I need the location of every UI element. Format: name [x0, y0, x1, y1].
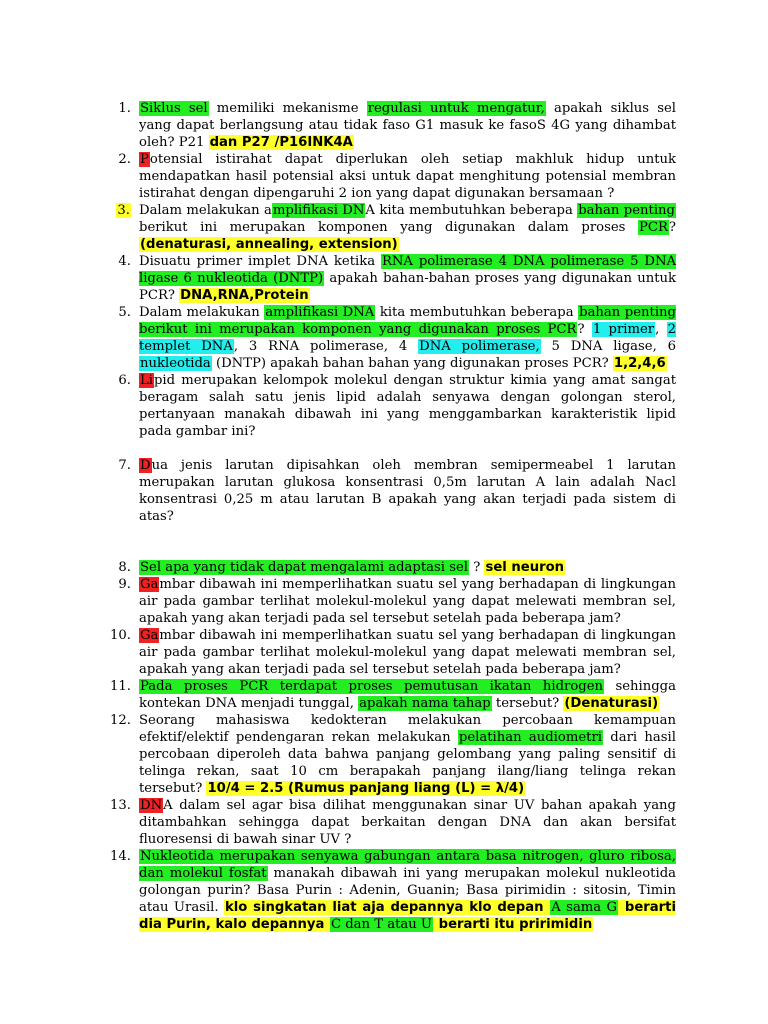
question-text: 5 DNA ligase, 6 — [540, 339, 677, 354]
highlight-yellow: (denaturasi, annealing, extension) — [140, 237, 398, 252]
question-text: tersebut? — [491, 696, 564, 711]
highlight-green: regulasi untuk mengatur, — [367, 101, 545, 116]
question-text: ? — [577, 322, 592, 337]
question-number: 3. — [117, 203, 130, 218]
highlight-green: amplifikasi DNA — [265, 305, 375, 320]
question-number: 13. — [110, 798, 131, 813]
question-item — [0, 151, 768, 202]
question-item — [0, 797, 768, 848]
highlight-green: pelatihan audiometri — [458, 730, 602, 745]
question-text: sehingga kontekan DNA menjadi tunggal, — [139, 679, 676, 711]
question-text: , 3 RNA polimerase, 4 — [233, 339, 419, 354]
question-item — [0, 712, 768, 797]
question-number: 5. — [118, 305, 131, 320]
question-number: 1. — [118, 101, 131, 116]
question-text: Seorang mahasiswa kedokteran melakukan percobaan kemampuan efektif/elektif pendengaran rekan melakukan — [139, 713, 676, 745]
highlight-red: P — [140, 152, 149, 167]
question-item — [0, 372, 768, 440]
question-text: mbar dibawah ini memperlihatkan suatu sel yang berhadapan di lingkungan air pada gambar terlihat molekul-molekul yang dapat melewati membran sel, apakah yang akan terjadi pada sel tersebut setelah pada beberapa jam? — [139, 628, 676, 677]
question-item — [0, 457, 768, 525]
highlight-red: Ga — [140, 628, 159, 643]
question-text: ua jenis larutan dipisahkan oleh membran semipermeabel 1 larutan merupakan larutan glukosa konsentrasi 0,5m larutan A lain adalah Nacl konsentrasi 0,25 m atau larutan B apakah yang akan terjadi pada sistem di atas? — [139, 458, 676, 524]
highlight-yellow: dan P27 /P16INK4A — [209, 135, 353, 150]
question-number: 11. — [110, 679, 131, 694]
question-item — [0, 559, 768, 576]
question-text: Dalam melakukan — [139, 305, 265, 320]
highlight-green: RNA polimerase 4 DNA polimerase 5 DNA ligase 6 nukleotida (DNTP) — [139, 254, 677, 286]
question-item — [0, 253, 768, 304]
highlight-green: Sel apa yang tidak dapat mengalami adaptasi sel — [140, 560, 468, 575]
question-text: ? — [469, 560, 485, 575]
highlight-green: bahan penting berikut ini merupakan komponen yang digunakan proses PCR — [139, 305, 676, 337]
question-number: 2. — [118, 152, 131, 167]
question-number: 10. — [110, 628, 131, 643]
question-item — [0, 304, 768, 372]
question-text: apakah bahan-bahan proses yang digunakan untuk PCR? — [139, 271, 676, 303]
highlight-green: Nukleotida merupakan senyawa gabungan antara basa nitrogen, gluro ribosa, dan molekul fosfat — [139, 849, 676, 881]
highlight-red: Li — [140, 373, 153, 388]
question-number: 8. — [118, 560, 131, 575]
question-text: memiliki mekanisme — [208, 101, 367, 116]
question-text: kita membutuhkan beberapa — [375, 305, 579, 320]
question-number: 4. — [118, 254, 131, 269]
question-text: manakah dibawah ini yang merupakan molekul nukleotida golongan purin? Basa Purin : Adenin, Guanin; Basa pirimidin : sitosin, Timin atau Urasil. — [139, 866, 677, 915]
highlight-cyan: 1 primer — [592, 322, 655, 337]
question-number: 9. — [118, 577, 131, 592]
highlight-green: PCR — [639, 220, 668, 235]
question-text: ? — [668, 220, 676, 235]
highlight-cyan: DNA polimerase, — [419, 339, 540, 354]
question-item — [0, 576, 768, 627]
question-text: A kita membutuhkan beberapa — [365, 203, 578, 218]
question-text: berikut ini merupakan komponen yang digunakan dalam proses — [139, 220, 639, 235]
highlight-cyan: nukleotida — [140, 356, 211, 371]
question-list — [0, 100, 768, 933]
question-text: A dalam sel agar bisa dilihat menggunakan sinar UV bahan apakah yang ditambahkan sehingga dapat berkaitan dengan DNA dan akan bersifat fluoresensi di bawah sinar UV ? — [139, 798, 676, 847]
question-text: otensial istirahat dapat diperlukan oleh setiap makhluk hidup untuk mendapatkan hasil potensial aksi untuk dapat menghitung potensial membran istirahat dengan dipengaruhi 2 ion yang dapat digunakan bersamaan ? — [139, 152, 676, 201]
question-text: pid merupakan kelompok molekul dengan struktur kimia yang amat sangat beragam salah satu jenis lipid adalah senyawa dengan golongan sterol, pertanyaan manakah dibawah ini yang menggambarkan karakteristik lipid pada gambar ini? — [139, 373, 676, 439]
question-number: 6. — [118, 373, 131, 388]
question-item — [0, 848, 768, 933]
highlight-green: apakah nama tahap — [359, 696, 491, 711]
question-item — [0, 100, 768, 151]
question-text: (DNTP) apakah bahan bahan yang digunakan proses PCR? — [211, 356, 613, 371]
question-item — [0, 627, 768, 678]
highlight-yellow: berarti dia Purin, kalo depannya — [139, 900, 676, 932]
question-number: 12. — [110, 713, 131, 728]
question-item — [0, 678, 768, 712]
highlight-green: mplifikasi DN — [272, 203, 365, 218]
highlight-green: C dan T atau U — [330, 917, 433, 932]
question-text: Dalam melakukan a — [139, 203, 272, 218]
highlight-green: Pada proses PCR terdapat proses pemutusan ikatan hidrogen — [140, 679, 603, 694]
highlight-yellow: sel neuron — [485, 560, 565, 575]
highlight-green: Siklus sel — [140, 101, 208, 116]
question-item — [0, 202, 768, 253]
highlight-red: Ga — [140, 577, 159, 592]
highlight-cyan: 2 templet DNA — [139, 322, 676, 354]
highlight-green: bahan penting — [578, 203, 675, 218]
question-text: , — [655, 322, 667, 337]
question-text: mbar dibawah ini memperlihatkan suatu sel yang berhadapan di lingkungan air pada gambar terlihat molekul-molekul yang dapat melewati membran sel, apakah yang akan terjadi pada sel tersebut setelah pada beberapa jam? — [139, 577, 676, 626]
highlight-yellow: berarti itu pririmidin — [434, 917, 593, 932]
question-text: apakah siklus sel yang dapat berlangsung atau tidak faso G1 masuk ke fasoS 4G yang dihambat oleh? P21 — [139, 101, 676, 150]
highlight-yellow: (Denaturasi) — [564, 696, 659, 711]
question-number: 7. — [118, 458, 131, 473]
question-text: dari hasil percobaan diperoleh data bahwa panjang gelombang yang paling sensitif di telinga rekan, saat 10 cm berapakah panjang ilang/liang telinga rekan tersebut? — [139, 730, 676, 796]
highlight-yellow: 10/4 = 2.5 (Rumus panjang liang (L) = λ/4) — [207, 781, 525, 796]
highlight-green: A sama G — [551, 900, 618, 915]
highlight-yellow: klo singkatan liat aja depannya klo depan — [224, 900, 550, 915]
highlight-yellow: DNA,RNA,Protein — [180, 288, 309, 303]
question-number: 14. — [110, 849, 131, 864]
question-text: Disuatu primer implet DNA ketika — [139, 254, 381, 269]
highlight-red: D — [140, 458, 151, 473]
highlight-red: DN — [140, 798, 163, 813]
highlight-yellow: 1,2,4,6 — [613, 356, 666, 371]
